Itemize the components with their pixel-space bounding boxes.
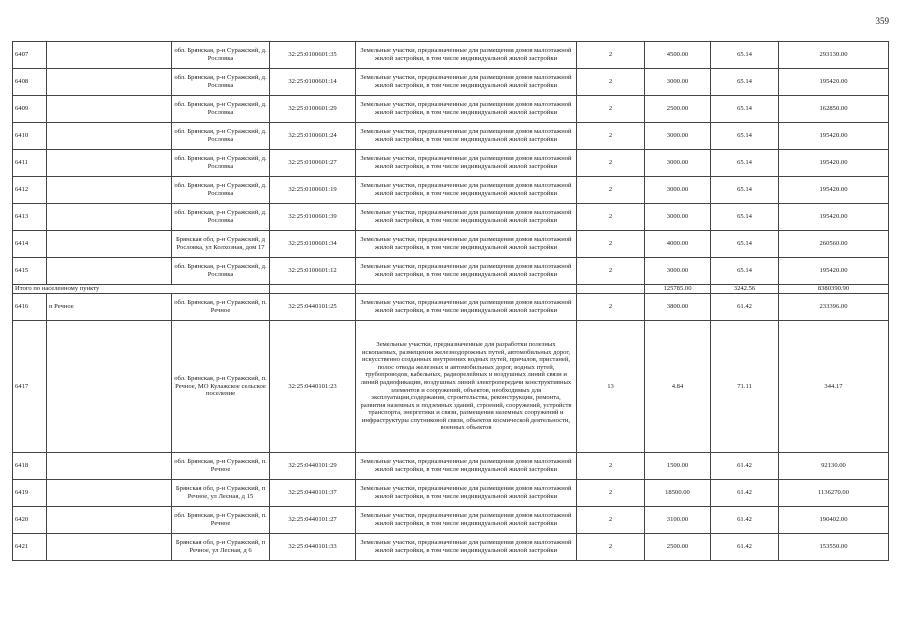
row-address: обл. Брянская, р-н Суражский, п. Речное	[172, 294, 270, 321]
total-row	[13, 285, 889, 294]
row-area: 3000.00	[645, 69, 711, 96]
row-id: 6419	[13, 480, 47, 507]
table-body-rechnoe	[13, 453, 889, 561]
row-spacer	[47, 534, 172, 561]
row-land-use: Земельные участки, предназначенные для размещения домов малоэтажной жилой застройки, в том числе индивидуальной жилой застройки	[356, 96, 577, 123]
row-cadastral-number: 32:25:0440101:23	[270, 321, 356, 453]
table-row	[13, 258, 889, 285]
row-address: обл. Брянская, р-н Суражский, д. Рословка	[172, 42, 270, 69]
row-value: 195420.00	[779, 204, 889, 231]
row-group: 13	[577, 321, 645, 453]
table-row	[13, 177, 889, 204]
row-rate: 65.14	[711, 258, 779, 285]
row-address: Брянская обл, р-н Суражский, д Рословка, ул Колхозная, дом 17	[172, 231, 270, 258]
row-address: обл. Брянская, р-н Суражский, п. Речное, МО Кулажское сельское поселение	[172, 321, 270, 453]
row-land-use: Земельные участки, предназначенные для размещения домов малоэтажной жилой застройки, в том числе индивидуальной жилой застройки	[356, 150, 577, 177]
row-spacer	[47, 480, 172, 507]
row-rate: 65.14	[711, 123, 779, 150]
row-rate: 71.11	[711, 321, 779, 453]
row-spacer	[47, 258, 172, 285]
row-cadastral-number: 32:25:0100601:27	[270, 150, 356, 177]
locality-label: п Речное	[47, 294, 172, 321]
row-value: 195420.00	[779, 150, 889, 177]
row-id: 6420	[13, 507, 47, 534]
row-area: 4.84	[645, 321, 711, 453]
row-rate: 65.14	[711, 204, 779, 231]
cadastral-value-table	[12, 41, 889, 561]
row-land-use: Земельные участки, предназначенные для размещения домов малоэтажной жилой застройки, в том числе индивидуальной жилой застройки	[356, 453, 577, 480]
row-area: 3000.00	[645, 177, 711, 204]
table-body-total	[13, 285, 889, 453]
row-cadastral-number: 32:25:0440101:25	[270, 294, 356, 321]
row-area: 18500.00	[645, 480, 711, 507]
row-rate: 61.42	[711, 507, 779, 534]
table-row	[13, 231, 889, 258]
row-area: 3800.00	[645, 294, 711, 321]
row-id: 6411	[13, 150, 47, 177]
row-spacer	[47, 150, 172, 177]
row-land-use: Земельные участки, предназначенные для размещения домов малоэтажной жилой застройки, в том числе индивидуальной жилой застройки	[356, 123, 577, 150]
row-address: обл. Брянская, р-н Суражский, д. Рословка	[172, 204, 270, 231]
table-row	[13, 321, 889, 453]
row-rate: 65.14	[711, 69, 779, 96]
table-row	[13, 507, 889, 534]
row-rate: 65.14	[711, 150, 779, 177]
table-row	[13, 123, 889, 150]
row-id: 6417	[13, 321, 47, 453]
row-group: 2	[577, 69, 645, 96]
row-land-use: Земельные участки, предназначенные для размещения домов малоэтажной жилой застройки, в том числе индивидуальной жилой застройки	[356, 294, 577, 321]
table-row	[13, 534, 889, 561]
row-value: 195420.00	[779, 177, 889, 204]
row-area: 3100.00	[645, 507, 711, 534]
row-address: обл. Брянская, р-н Суражский, п. Речное	[172, 507, 270, 534]
table-row	[13, 204, 889, 231]
row-value: 195420.00	[779, 69, 889, 96]
row-group: 2	[577, 294, 645, 321]
row-id: 6412	[13, 177, 47, 204]
row-group: 2	[577, 534, 645, 561]
row-cadastral-number: 32:25:0100601:35	[270, 42, 356, 69]
row-land-use: Земельные участки, предназначенные для размещения домов малоэтажной жилой застройки, в том числе индивидуальной жилой застройки	[356, 480, 577, 507]
row-land-use: Земельные участки, предназначенные для разработки полезных ископаемых, размещения железнодорожных путей, автомобильных дорог, искусственно созданных внутренних водных путей, причалов, пристаней, полос отвода железных и автомобильных дорог, водных путей, трубопроводов, кабельных, радиорелейных и воздушных линий связи и линий радиофикации, воздушных линий электропередачи конструктивных элементов и сооружений, объектов, необходимых для эксплуатации,содержания, строительства, реконструкции, ремонта, развития наземных и подземных зданий, строений, сооружений, устройств транспорта, энергетики и связи, размещения наземных сооружений и инфраструктуры спутниковой связи, объектов космической деятельности, военных объектов	[356, 321, 577, 453]
row-spacer	[47, 453, 172, 480]
row-value: 162850.00	[779, 96, 889, 123]
row-land-use: Земельные участки, предназначенные для размещения домов малоэтажной жилой застройки, в том числе индивидуальной жилой застройки	[356, 69, 577, 96]
row-area: 3000.00	[645, 123, 711, 150]
row-spacer	[47, 507, 172, 534]
row-value: 195420.00	[779, 258, 889, 285]
row-value: 92130.00	[779, 453, 889, 480]
total-label: Итого по населенному пункту	[13, 285, 270, 294]
row-address: обл. Брянская, р-н Суражский, д. Рословка	[172, 150, 270, 177]
row-area: 3000.00	[645, 204, 711, 231]
row-area: 3000.00	[645, 258, 711, 285]
row-cadastral-number: 32:25:0440101:27	[270, 507, 356, 534]
table-row	[13, 294, 889, 321]
row-cadastral-number: 32:25:0100601:29	[270, 96, 356, 123]
row-cadastral-number: 32:25:0100601:39	[270, 204, 356, 231]
row-area: 2500.00	[645, 96, 711, 123]
row-land-use: Земельные участки, предназначенные для размещения домов малоэтажной жилой застройки, в том числе индивидуальной жилой застройки	[356, 534, 577, 561]
row-cadastral-number: 32:25:0100601:14	[270, 69, 356, 96]
row-area: 3000.00	[645, 150, 711, 177]
row-spacer	[47, 123, 172, 150]
row-id: 6418	[13, 453, 47, 480]
row-id: 6408	[13, 69, 47, 96]
row-spacer	[47, 204, 172, 231]
row-area: 2500.00	[645, 534, 711, 561]
row-land-use: Земельные участки, предназначенные для размещения домов малоэтажной жилой застройки, в том числе индивидуальной жилой застройки	[356, 507, 577, 534]
total-value: 8380390.90	[779, 285, 889, 294]
row-rate: 61.42	[711, 534, 779, 561]
row-area: 4500.00	[645, 42, 711, 69]
row-address: обл. Брянская, р-н Суражский, п. Речное	[172, 453, 270, 480]
row-value: 344.17	[779, 321, 889, 453]
row-value: 233396.00	[779, 294, 889, 321]
table-row	[13, 42, 889, 69]
row-address: обл. Брянская, р-н Суражский, д. Рословка	[172, 96, 270, 123]
row-land-use: Земельные участки, предназначенные для размещения домов малоэтажной жилой застройки, в том числе индивидуальной жилой застройки	[356, 177, 577, 204]
row-group: 2	[577, 177, 645, 204]
row-group: 2	[577, 42, 645, 69]
table-row	[13, 480, 889, 507]
row-value: 195420.00	[779, 123, 889, 150]
row-land-use: Земельные участки, предназначенные для размещения домов малоэтажной жилой застройки, в том числе индивидуальной жилой застройки	[356, 204, 577, 231]
row-group: 2	[577, 204, 645, 231]
row-rate: 61.42	[711, 453, 779, 480]
total-area: 125785.00	[645, 285, 711, 294]
row-spacer	[47, 69, 172, 96]
row-rate: 65.14	[711, 231, 779, 258]
row-cadastral-number: 32:25:0100601:24	[270, 123, 356, 150]
row-area: 4000.00	[645, 231, 711, 258]
row-cadastral-number: 32:25:0100601:12	[270, 258, 356, 285]
row-rate: 65.14	[711, 177, 779, 204]
row-group: 2	[577, 150, 645, 177]
row-group: 2	[577, 480, 645, 507]
row-id: 6409	[13, 96, 47, 123]
row-rate: 65.14	[711, 42, 779, 69]
row-area: 1500.00	[645, 453, 711, 480]
row-spacer	[47, 231, 172, 258]
row-group: 2	[577, 453, 645, 480]
row-id: 6414	[13, 231, 47, 258]
row-value: 1136270.00	[779, 480, 889, 507]
row-id: 6410	[13, 123, 47, 150]
row-cadastral-number: 32:25:0440101:33	[270, 534, 356, 561]
row-group: 2	[577, 96, 645, 123]
row-group: 2	[577, 507, 645, 534]
page-number: 359	[875, 16, 889, 26]
row-value: 153550.00	[779, 534, 889, 561]
row-land-use: Земельные участки, предназначенные для размещения домов малоэтажной жилой застройки, в том числе индивидуальной жилой застройки	[356, 231, 577, 258]
row-land-use: Земельные участки, предназначенные для размещения домов малоэтажной жилой застройки, в том числе индивидуальной жилой застройки	[356, 42, 577, 69]
row-cadastral-number: 32:25:0440101:29	[270, 453, 356, 480]
row-cadastral-number: 32:25:0100601:34	[270, 231, 356, 258]
table-row	[13, 96, 889, 123]
table-body-rosl	[13, 42, 889, 285]
row-id: 6421	[13, 534, 47, 561]
row-cadastral-number: 32:25:0100601:19	[270, 177, 356, 204]
row-group: 2	[577, 123, 645, 150]
row-spacer	[47, 96, 172, 123]
row-rate: 65.14	[711, 96, 779, 123]
row-value: 190402.00	[779, 507, 889, 534]
total-rate: 3242.56	[711, 285, 779, 294]
row-rate: 61.42	[711, 294, 779, 321]
row-spacer	[47, 177, 172, 204]
row-value: 293130.00	[779, 42, 889, 69]
row-address: обл. Брянская, р-н Суражский, д. Рословка	[172, 69, 270, 96]
row-id: 6407	[13, 42, 47, 69]
row-land-use: Земельные участки, предназначенные для размещения домов малоэтажной жилой застройки, в том числе индивидуальной жилой застройки	[356, 258, 577, 285]
table-row	[13, 453, 889, 480]
row-value: 260560.00	[779, 231, 889, 258]
table-row	[13, 69, 889, 96]
row-cadastral-number: 32:25:0440101:37	[270, 480, 356, 507]
row-group: 2	[577, 258, 645, 285]
row-address: обл. Брянская, р-н Суражский, д. Рословка	[172, 258, 270, 285]
row-address: Брянская обл, р-н Суражский, п Речное, ул Лесная, д 6	[172, 534, 270, 561]
row-id: 6413	[13, 204, 47, 231]
row-address: обл. Брянская, р-н Суражский, д. Рословка	[172, 177, 270, 204]
row-rate: 61.42	[711, 480, 779, 507]
row-address: Брянская обл, р-н Суражский, п Речное, ул Лесная, д 15	[172, 480, 270, 507]
table-row	[13, 150, 889, 177]
row-id: 6416	[13, 294, 47, 321]
row-spacer	[47, 42, 172, 69]
row-group: 2	[577, 231, 645, 258]
row-id: 6415	[13, 258, 47, 285]
row-address: обл. Брянская, р-н Суражский, д. Рословка	[172, 123, 270, 150]
